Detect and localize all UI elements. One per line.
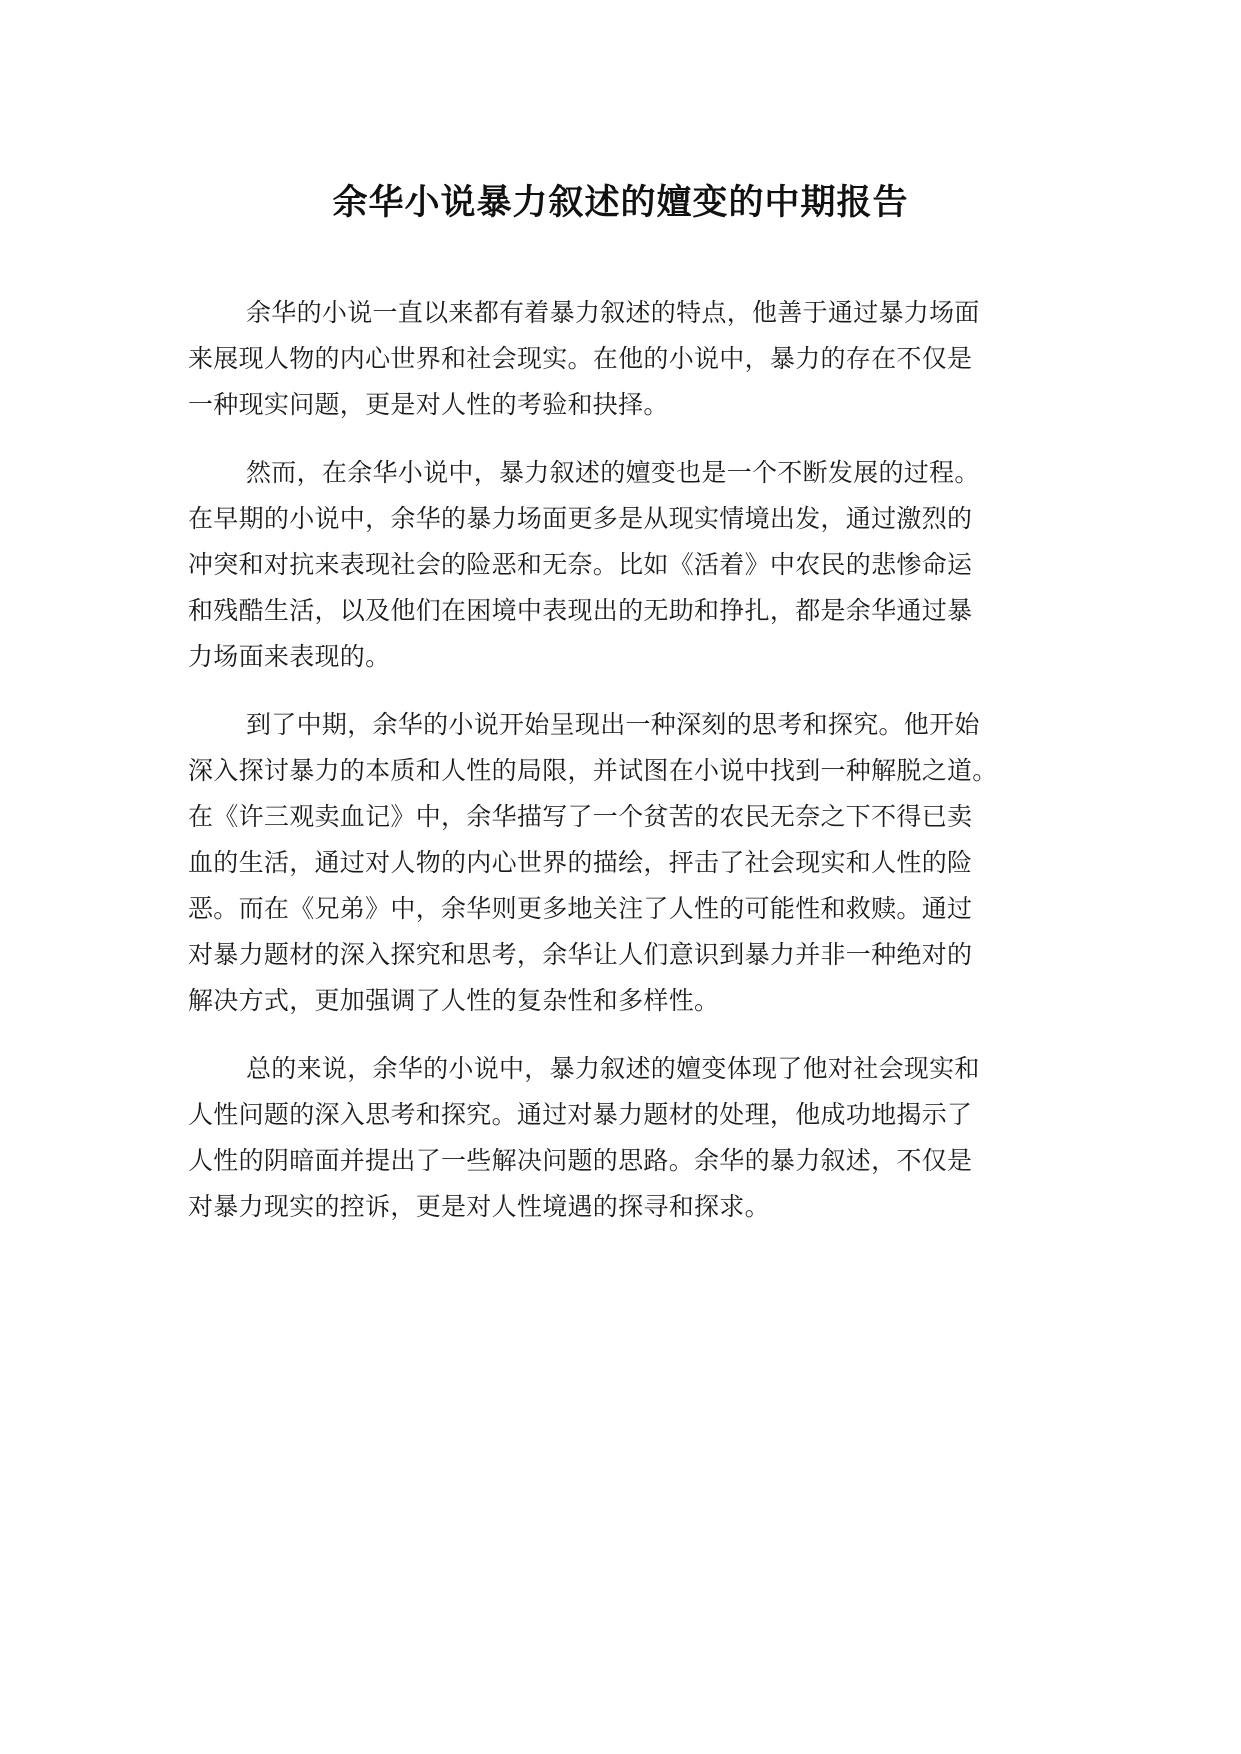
paragraph-line: 人性的阴暗面并提出了一些解决问题的思路。余华的暴力叙述，不仅是 bbox=[188, 1146, 973, 1175]
paragraph-2 bbox=[188, 450, 1068, 680]
paragraph-line: 在《许三观卖血记》中，余华描写了一个贫苦的农民无奈之下不得已卖 bbox=[188, 802, 973, 831]
paragraph-line: 对暴力现实的控诉，更是对人性境遇的探寻和探求。 bbox=[188, 1192, 770, 1221]
paragraph-line: 总的来说，余华的小说中，暴力叙述的嬗变体现了他对社会现实和 bbox=[246, 1054, 980, 1083]
paragraph-line: 然而，在余华小说中，暴力叙述的嬗变也是一个不断发展的过程。 bbox=[246, 458, 980, 487]
paragraph-line: 来展现人物的内心世界和社会现实。在他的小说中，暴力的存在不仅是 bbox=[188, 344, 973, 373]
paragraph-line: 力场面来表现的。 bbox=[188, 642, 391, 671]
paragraph-line: 在早期的小说中，余华的暴力场面更多是从现实情境出发，通过激烈的 bbox=[188, 504, 973, 533]
paragraph-line: 解决方式，更加强调了人性的复杂性和多样性。 bbox=[188, 986, 720, 1015]
paragraph-line: 冲突和对抗来表现社会的险恶和无奈。比如《活着》中农民的悲惨命运 bbox=[188, 550, 973, 579]
paragraph-line: 和残酷生活，以及他们在困境中表现出的无助和挣扎，都是余华通过暴 bbox=[188, 596, 973, 625]
paragraph-4 bbox=[188, 1046, 1068, 1230]
paragraph-line: 人性问题的深入思考和探究。通过对暴力题材的处理，他成功地揭示了 bbox=[188, 1100, 973, 1129]
paragraph-3 bbox=[188, 702, 1068, 1024]
paragraph-line: 对暴力题材的深入探究和思考，余华让人们意识到暴力并非一种绝对的 bbox=[188, 940, 973, 969]
paragraph-line: 余华的小说一直以来都有着暴力叙述的特点，他善于通过暴力场面 bbox=[246, 298, 980, 327]
document-title: 余华小说暴力叙述的嬗变的中期报告 bbox=[332, 183, 909, 223]
document-body bbox=[188, 290, 1068, 1252]
paragraph-line: 一种现实问题，更是对人性的考验和抉择。 bbox=[188, 390, 669, 419]
paragraph-line: 血的生活，通过对人物的内心世界的描绘，抨击了社会现实和人性的险 bbox=[188, 848, 973, 877]
paragraph-1 bbox=[188, 290, 1068, 428]
paragraph-line: 恶。而在《兄弟》中，余华则更多地关注了人性的可能性和救赎。通过 bbox=[188, 894, 973, 923]
paragraph-line: 到了中期，余华的小说开始呈现出一种深刻的思考和探究。他开始 bbox=[246, 710, 980, 739]
paragraph-line: 深入探讨暴力的本质和人性的局限，并试图在小说中找到一种解脱之道。 bbox=[188, 756, 998, 785]
